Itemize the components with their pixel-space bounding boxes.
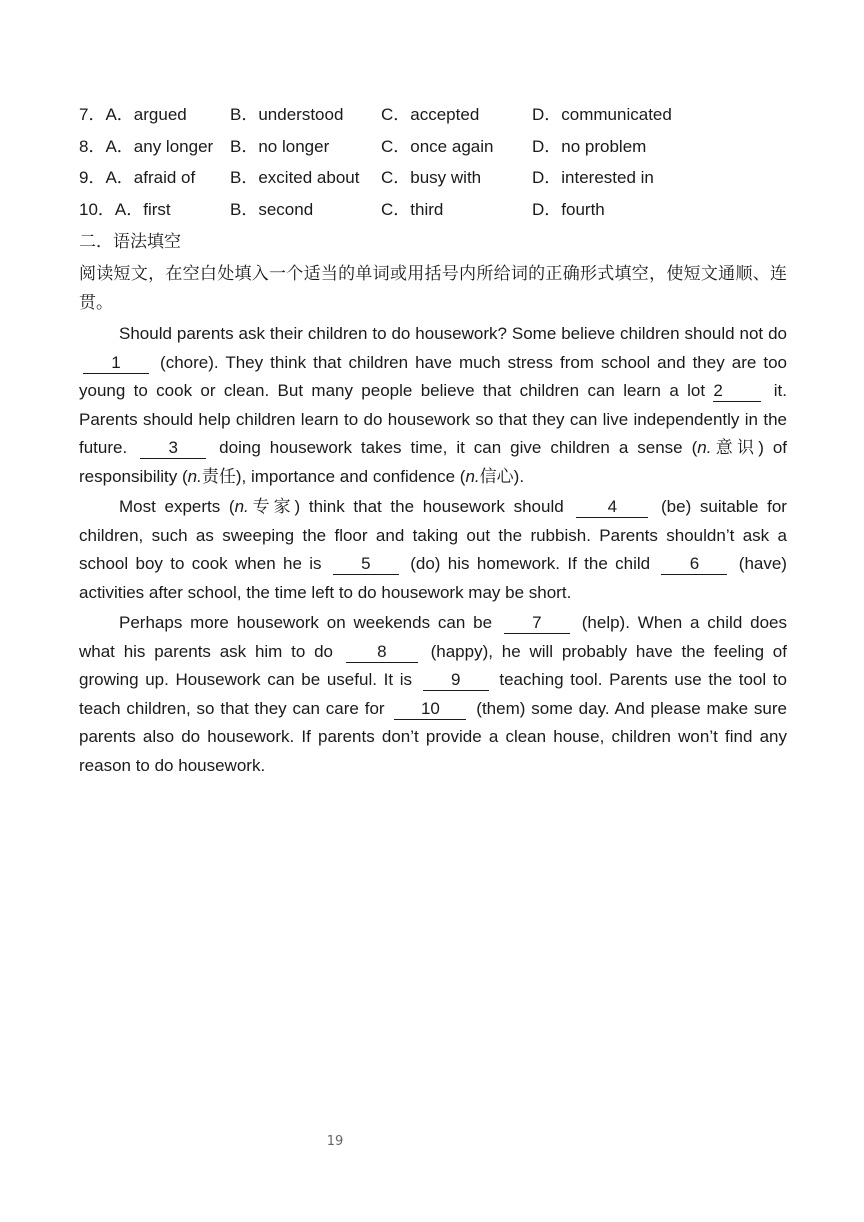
passage-paragraph-1	[79, 320, 787, 491]
passage-text: 信心).	[479, 466, 525, 486]
passage-text: Perhaps more housework on weekends can be	[119, 613, 493, 632]
section-instructions: 阅读短文，在空白处填入一个适当的单词或用括号内所给词的正确形式填空，使短文通顺、连贯。	[79, 264, 787, 312]
passage-text: (be) suitable for children, such as sweeping the floor and taking out the rubbish. Parents shouldn’t ask a school boy to cook when he is	[79, 497, 787, 573]
passage	[79, 320, 787, 782]
section-title: 二．语法填空	[79, 232, 181, 251]
passage-text: (help). When a child does what his parents ask him to do	[79, 613, 787, 661]
option-a: 7．A．argued	[79, 105, 187, 124]
option-c: C．accepted	[381, 105, 480, 124]
passage-text: (do) his homework. If the child	[410, 554, 651, 573]
option-b: B．second	[230, 199, 314, 219]
multiple-choice-options	[79, 102, 789, 228]
blank-2: 2	[713, 381, 761, 402]
option-b: B．understood	[230, 105, 344, 124]
option-d: D．fourth	[532, 199, 605, 219]
option-b: B．no longer	[230, 136, 330, 156]
option-c: C．busy with	[381, 168, 482, 188]
blank-1: 1	[83, 353, 149, 374]
blank-8: 8	[346, 642, 418, 663]
passage-text: teaching tool. Parents use the tool to teach children, so that they can care for	[79, 670, 787, 718]
blank-10: 10	[394, 699, 466, 720]
passage-text: (have) activities after school, the time left to do housework may be short.	[79, 554, 787, 602]
blank-7: 7	[504, 613, 570, 634]
option-d: D．interested in	[532, 168, 654, 188]
blank-4: 4	[576, 497, 648, 518]
passage-text: (chore). They think that children have much stress from school and they are too young to cook or clean. But many people believe that children can learn a lot	[79, 352, 787, 400]
option-d: D．no problem	[532, 136, 647, 156]
part-of-speech: n.	[187, 466, 202, 486]
passage-text: (happy), he will probably have the feeling of growing up. Housework can be useful. It is	[79, 641, 787, 689]
passage-text: doing housework takes time, it can give children a sense (	[219, 438, 698, 457]
blank-5: 5	[333, 554, 399, 575]
option-d: D．communicated	[532, 105, 672, 124]
option-c: C．once again	[381, 136, 494, 156]
option-row-10	[79, 197, 789, 229]
passage-text: 专家) think that the housework should	[248, 497, 564, 516]
option-a: 10．A．first	[79, 199, 171, 219]
passage-paragraph-2	[79, 493, 787, 607]
option-b: B．excited about	[230, 168, 360, 188]
passage-text: 责任), importance and confidence (	[201, 466, 466, 486]
option-row-8	[79, 134, 789, 166]
part-of-speech: n.	[234, 497, 249, 516]
blank-6: 6	[661, 554, 727, 575]
blank-9: 9	[423, 670, 489, 691]
passage-paragraph-3	[79, 609, 787, 780]
passage-text: Should parents ask their children to do housework? Some believe children should not do	[119, 324, 787, 343]
option-a: 8．A．any longer	[79, 136, 214, 156]
page-number: 19	[326, 1134, 344, 1149]
option-a: 9．A．afraid of	[79, 168, 196, 188]
passage-text: (them) some day. And please make sure parents also do housework. If parents don’t provide a clean house, children won’t find any reason to do housework.	[79, 698, 787, 775]
blank-3: 3	[140, 438, 206, 459]
passage-text: it. Parents should help children learn to do housework so that they can live independently in the future.	[79, 381, 787, 457]
passage-text: Most experts (	[119, 497, 235, 516]
option-row-7	[79, 102, 789, 134]
part-of-speech: n.	[697, 438, 712, 457]
passage-text: 意识) of responsibility (	[79, 438, 788, 486]
part-of-speech: n.	[465, 466, 480, 486]
option-row-9	[79, 165, 789, 197]
option-c: C．third	[381, 199, 444, 219]
